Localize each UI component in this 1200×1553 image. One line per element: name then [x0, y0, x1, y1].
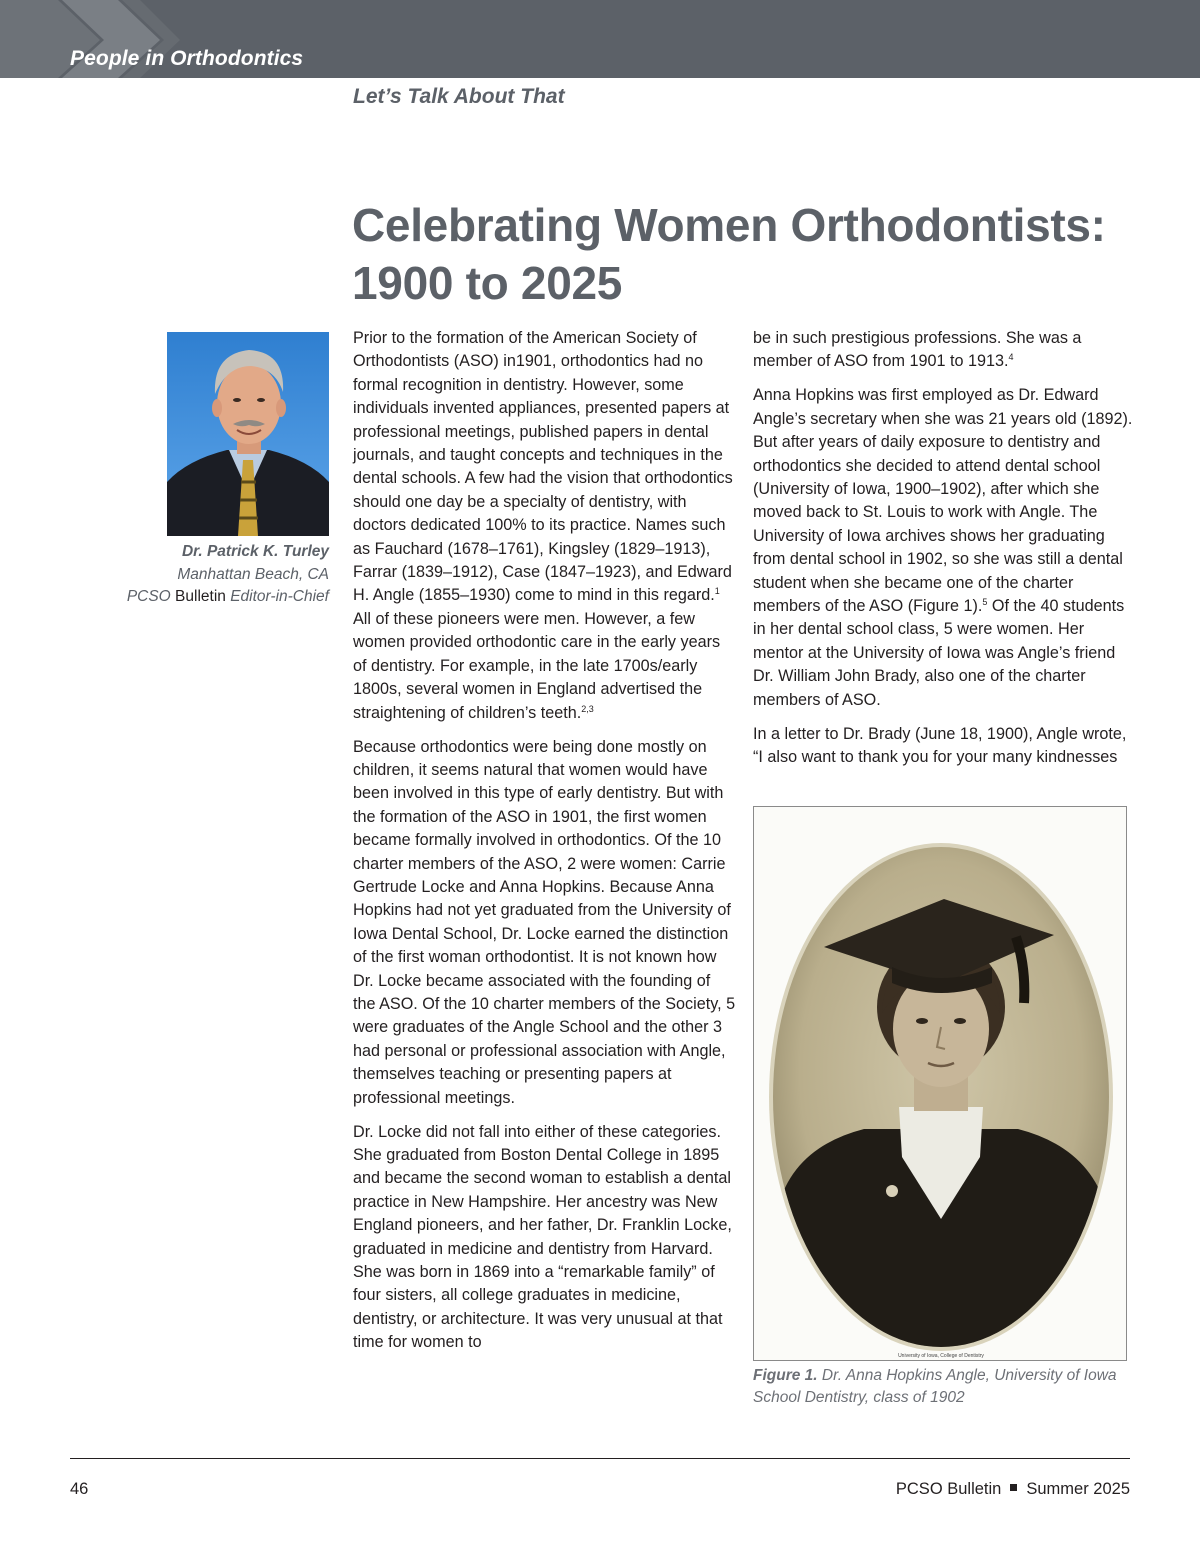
author-role-bulletin: Bulletin [170, 588, 231, 605]
figure-caption [753, 1365, 1133, 1408]
author-role [100, 586, 329, 609]
paragraph [753, 327, 1133, 374]
section-label: People in Orthodontics [70, 47, 304, 70]
paragraph: Dr. Locke did not fall into either of these categories. She graduated from Boston Dental College in 1895 and became the second woman to establish a dental practice in New Hampshire. Her ancestry was New England pioneers, and her father, Dr. Franklin Locke, graduated in medicine and dentistry from Harvard. She was born in 1869 into a “remarkable family” of four sisters, all college graduates in medicine, dentistry, or architecture. It was very unusual at that time for women to [353, 1122, 732, 1352]
figure-credit: University of Iowa, College of Dentistry [898, 1353, 984, 1359]
issue-date: Summer 2025 [1026, 1480, 1130, 1498]
paragraph: In a letter to Dr. Brady (June 18, 1900), Angle wrote, “I also want to thank you for your many kindnesses [753, 724, 1127, 767]
paragraph-text: All of these pioneers were men. However, a few women provided orthodontic care in the early years of dentistry. For example, in the late 1700s/early 1800s, several women in England advertised the straightening of children’s teeth. [353, 609, 721, 722]
footer-publication [896, 1480, 1130, 1499]
paragraph-text: Prior to the formation of the American Society of Orthodontists (ASO) in1901, orthodontics had no formal recognition in dentistry. However, some individuals invented appliances, presented papers at professional meetings, published papers in dental journals, and taught concepts and techniques in the dental schools. A few had the vision that orthodontics should one day be a specialty of dentistry, with doctors dedicated 100% to its practice. Names such as Fauchard (1678–1761), Kingsley (1829–1913), Farrar (1839–1912), Case (1847–1923), and Edward H. Angle (1855–1930) come to mind in this regard. [353, 329, 733, 605]
paragraph-text: Of the 40 students in her dental school class, 5 were women. Her mentor at the University of Iowa was Angle’s friend Dr. William John Brady, also one of the charter members of ASO. [753, 597, 1125, 709]
column-name: Let’s Talk About That [353, 85, 565, 108]
article-title: Celebrating Women Orthodontists: 1900 to 2025 [352, 199, 1106, 309]
author-location: Manhattan Beach, CA [177, 565, 329, 583]
author-role-publication: PCSO [126, 588, 171, 605]
footer-divider [70, 1458, 1130, 1459]
body-column-2 [753, 327, 1133, 780]
square-separator-icon [1010, 1484, 1017, 1491]
footnote-ref: 4 [1008, 352, 1014, 363]
paragraph-text: Anna Hopkins was first employed as Dr. Edward Angle’s secretary when she was 21 years old (1892). But after years of daily exposure to dentistry and orthodontics she decided to attend dental school (University of Iowa, 1900–1902), after which she moved back to St. Louis to work with Angle. The University of Iowa archives shows her graduating from dental school in 1902, so she was still a dental student when she became one of the charter members of the ASO (Figure 1). [753, 386, 1133, 616]
body-column-1 [353, 327, 737, 1365]
paragraph [353, 327, 737, 725]
figure-caption-label: Figure 1. [753, 1367, 818, 1384]
paragraph [753, 384, 1133, 712]
figure-1-photo [753, 806, 1127, 1361]
figure-caption-text: Dr. Anna Hopkins Angle, University of Iowa School Dentistry, class of 1902 [753, 1367, 1117, 1406]
author-photo [167, 332, 329, 536]
footnote-ref: 2,3 [581, 703, 594, 714]
page-number: 46 [70, 1480, 89, 1498]
footnote-ref: 5 [982, 597, 988, 608]
author-caption [100, 541, 329, 609]
paragraph: Because orthodontics were being done mostly on children, it seems natural that women would have been involved in this type of early dentistry. But with the formation of the ASO in 1901, the first women became formally involved in orthodontics. Of the 10 charter members of the ASO, 2 were women: Carrie Gertrude Locke and Anna Hopkins. Because Anna Hopkins had not yet graduated from the University of Iowa Dental School, Dr. Locke earned the distinction of the first woman orthodontist. It is not known how Dr. Locke became associated with the founding of the ASO. Of the 10 charter members of the Society, 5 were graduates of the Angle School and the other 3 had personal or professional association with Angle, themselves teaching or presenting papers at professional meetings. [353, 737, 736, 1107]
section-banner [0, 0, 1200, 78]
paragraph-text: be in such prestigious professions. She was a member of ASO from 1901 to 1913. [753, 329, 1082, 371]
author-name: Dr. Patrick K. Turley [181, 543, 329, 560]
author-role-title: Editor-in-Chief [230, 588, 329, 605]
footnote-ref: 1 [714, 586, 720, 597]
publication-name: PCSO Bulletin [895, 1480, 1002, 1498]
